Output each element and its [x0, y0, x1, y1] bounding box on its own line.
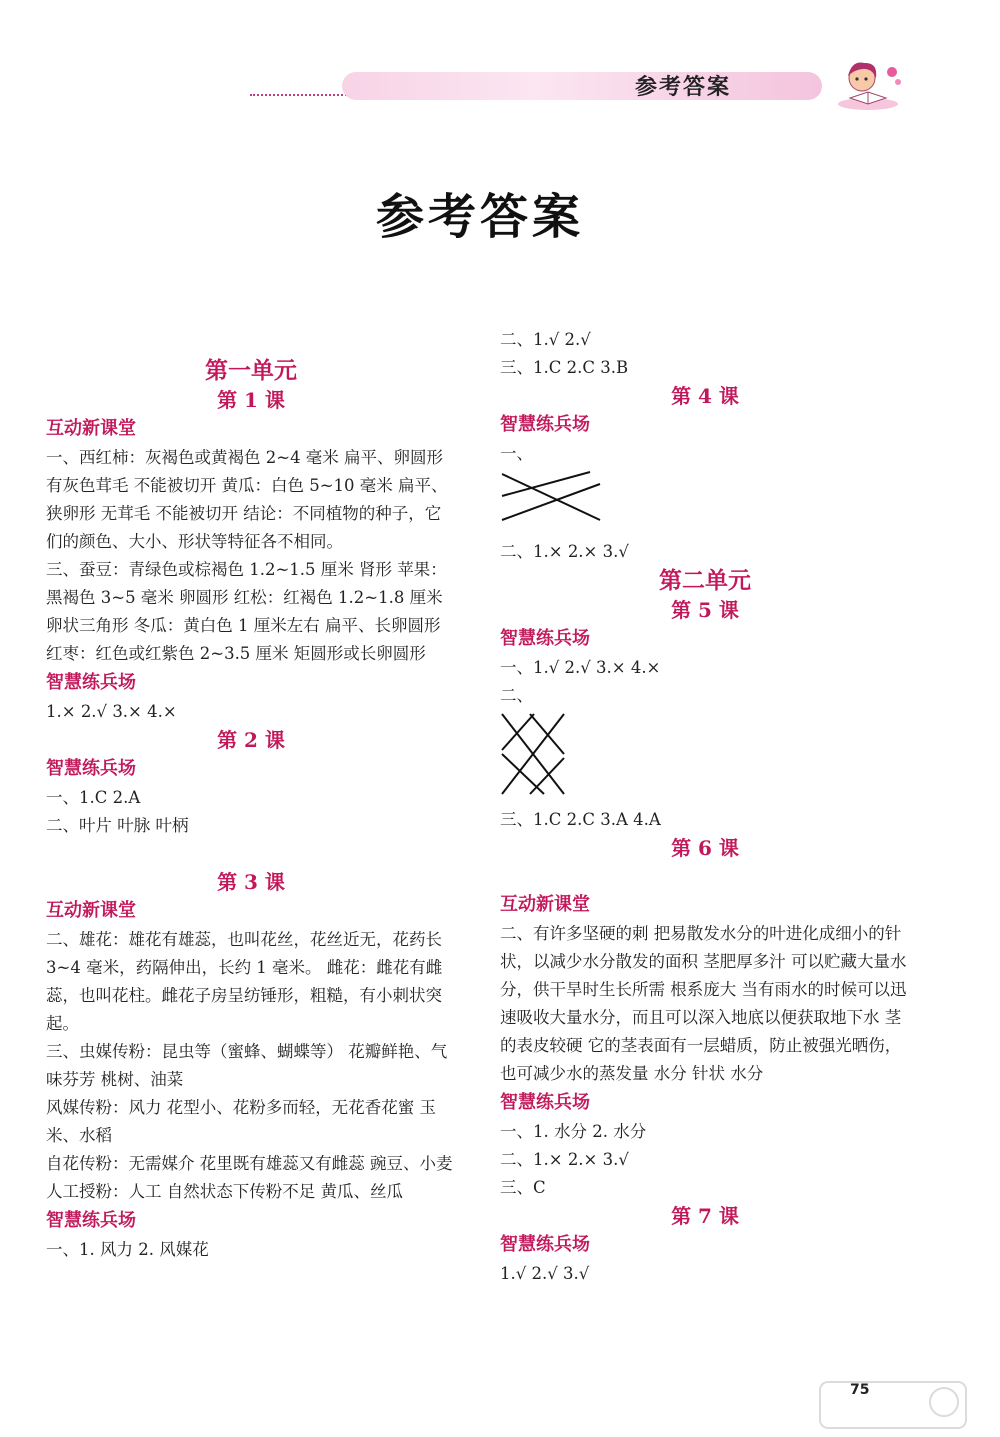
header-band — [342, 72, 822, 100]
page-title: 参考答案 — [375, 189, 584, 245]
answer-line: 二、1.× 2.× 3.√ — [500, 1150, 629, 1169]
lesson-heading: 第 4 课 — [671, 384, 739, 408]
answer-line: 一、1.C 2.A — [46, 788, 141, 807]
section-heading: 互动新课堂 — [500, 894, 590, 915]
answer-line: 二、1.√ 2.√ — [500, 330, 591, 349]
answer-line: 二、1.× 2.× 3.√ — [500, 542, 629, 561]
answer-line: 1.√ 2.√ 3.√ — [500, 1264, 590, 1283]
answer-line: 自花传粉：无需媒介 花里既有雄蕊又有雌蕊 豌豆、小麦 — [46, 1154, 453, 1173]
lesson-heading: 第 7 课 — [671, 1204, 739, 1228]
answer-line: 三、1.C 2.C 3.A 4.A — [500, 810, 661, 829]
answer-line: 一、西红柿：灰褐色或黄褐色 2~4 毫米 扁平、卵圆形 有灰色茸毛 不能被切开 黄瓜：白色 5~10 毫米 扁平、狭卵形 无茸毛 不能被切开 结论：不同植物的种子，它们的颜色、大小、形状等特征各不相同。 — [46, 448, 448, 551]
unit-heading: 第二单元 — [659, 567, 751, 594]
answer-line: 三、1.C 2.C 3.B — [500, 358, 629, 377]
answer-line: 三、蚕豆：青绿色或棕褐色 1.2~1.5 厘米 肾形 苹果：黑褐色 3~5 毫米 卵圆形 红松：红褐色 1.2~1.8 厘米 卵状三角形 冬瓜：黄白色 1 厘米左右 扁平、长卵圆形 红枣：红色或红紫色 2~3.5 厘米 矩圆形或长卵圆形 — [46, 560, 447, 663]
answer-line: 二、有许多坚硬的刺 把易散发水分的叶进化成细小的针状，以减少水分散发的面积 茎肥厚多汁 可以贮藏大量水分，供干旱时生长所需 根系庞大 当有雨水的时候可以迅速吸收大量水分，而且可以深入地底以便获取地下水 茎的表皮较硬 它的茎表面有一层蜡质，防止被强光晒伤，也可减少水的蒸发量 水分 针状 水分 — [500, 924, 907, 1083]
section-heading: 智慧练兵场 — [500, 414, 590, 435]
match-line-0 — [502, 474, 600, 520]
section-heading: 智慧练兵场 — [500, 628, 590, 649]
match-line-2 — [502, 484, 600, 520]
answer-line: 二、雄花：雄花有雄蕊，也叫花丝，花丝近无，花药长 3~4 毫米，药隔伸出，长约 1 毫米。 雌花：雌花有雌蕊，也叫花柱。雌花子房呈纺锤形，粗糙，有小刺状突起。 — [46, 930, 443, 1033]
left-column — [46, 356, 456, 1264]
spacer — [500, 862, 910, 890]
page-footer — [818, 1380, 968, 1430]
lesson-heading: 第 6 课 — [671, 836, 739, 860]
answer-line: 三、C — [500, 1178, 546, 1197]
lesson-heading: 第 1 课 — [217, 388, 285, 412]
section-heading: 互动新课堂 — [46, 418, 136, 439]
answer-line: 1.× 2.√ 3.× 4.× — [46, 702, 177, 721]
lesson-heading: 第 5 课 — [671, 598, 739, 622]
page-header — [250, 68, 910, 106]
right-column — [500, 326, 910, 1288]
lesson-heading: 第 2 课 — [217, 728, 285, 752]
header-dotted-line — [250, 94, 350, 96]
section-heading: 智慧练兵场 — [500, 1092, 590, 1113]
matching-lines-figure — [500, 468, 910, 538]
watermark-logo-icon — [818, 1380, 968, 1430]
match-lines-svg — [500, 468, 610, 528]
matching-cross-figure — [500, 710, 910, 806]
section-heading: 智慧练兵场 — [500, 1234, 590, 1255]
answer-line: 二、 — [500, 686, 533, 705]
section-heading: 互动新课堂 — [46, 900, 136, 921]
answer-line: 一、1. 水分 2. 水分 — [500, 1122, 647, 1141]
unit-heading: 第一单元 — [205, 357, 297, 384]
answer-line: 一、1. 风力 2. 风媒花 — [46, 1240, 209, 1259]
section-heading: 智慧练兵场 — [46, 672, 136, 693]
answer-line: 三、虫媒传粉：昆虫等（蜜蜂、蝴蝶等） 花瓣鲜艳、气味芬芳 桃树、油菜 — [46, 1042, 448, 1089]
answer-line: 二、叶片 叶脉 叶柄 — [46, 816, 189, 835]
answer-line: 一、 — [500, 444, 533, 463]
lesson-heading: 第 3 课 — [217, 870, 285, 894]
page-number: 75 — [850, 1382, 870, 1398]
header-title: 参考答案 — [635, 74, 732, 100]
answer-line: 风媒传粉：风力 花型小、花粉多而轻，无花香花蜜 玉米、水稻 — [46, 1098, 436, 1145]
answer-line: 人工授粉：人工 自然状态下传粉不足 黄瓜、丝瓜 — [46, 1182, 403, 1201]
reading-girl-mascot-icon — [828, 58, 908, 112]
section-heading: 智慧练兵场 — [46, 758, 136, 779]
section-heading: 智慧练兵场 — [46, 1210, 136, 1231]
match-lines-svg — [500, 710, 610, 800]
answer-line: 一、1.√ 2.√ 3.× 4.× — [500, 658, 661, 677]
spacer — [46, 840, 456, 868]
